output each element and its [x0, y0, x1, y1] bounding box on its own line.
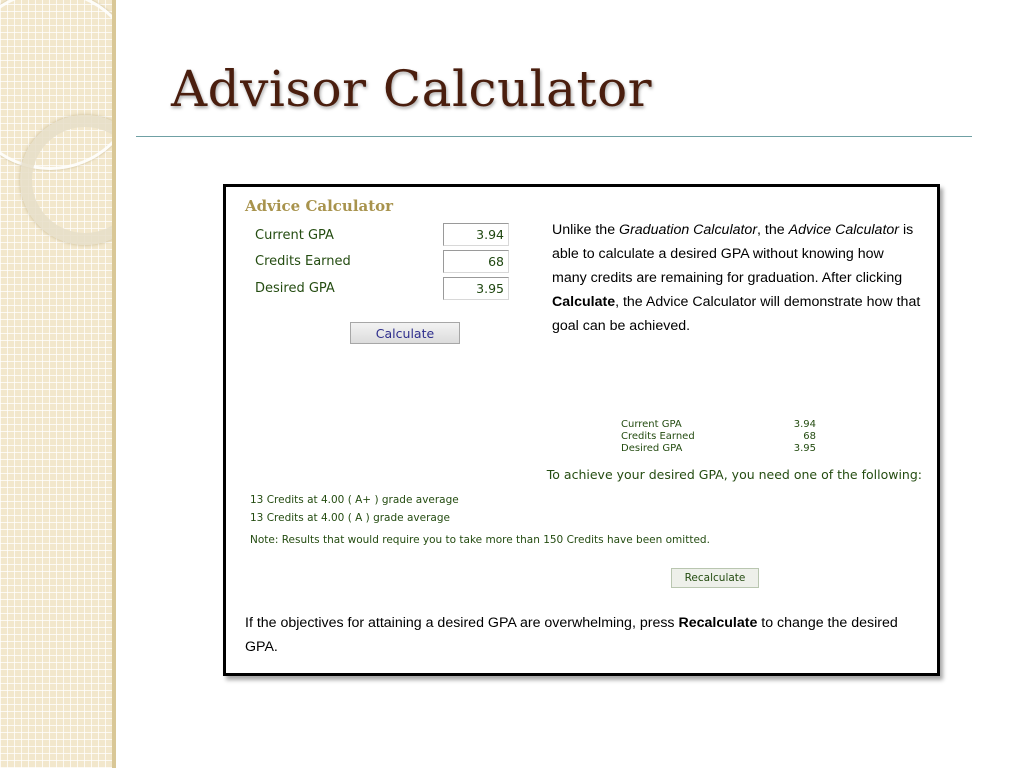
description-segment: Unlike the: [552, 222, 620, 238]
results-note: Note: Results that would require you to take more than 150 Credits have been omitted.: [250, 534, 710, 546]
description-segment: is able to calculate a desired GPA without knowing how many credits are remaining for graduation. After clicking: [552, 222, 914, 286]
summary-label: Credits Earned: [621, 431, 695, 442]
graduation-calculator-term: Graduation Calculator: [619, 222, 758, 238]
credits-earned-input[interactable]: [443, 250, 509, 273]
summary-value: 3.95: [793, 443, 816, 454]
footer-text: [245, 611, 925, 659]
slide-title: Advisor Calculator: [171, 60, 653, 118]
calculator-heading: Advice Calculator: [245, 197, 394, 215]
calculate-term: Calculate: [552, 294, 616, 310]
input-summary: [621, 419, 816, 455]
footer-segment: If the objectives for attaining a desired GPA are overwhelming, press: [245, 615, 679, 631]
side-band-edge: [112, 0, 116, 768]
desired-gpa-input[interactable]: [443, 277, 509, 300]
recalculate-button[interactable]: Recalculate: [671, 568, 759, 588]
result-option: 13 Credits at 4.00 ( A+ ) grade average: [250, 494, 459, 506]
calculate-button[interactable]: Calculate: [350, 322, 460, 344]
credits-earned-label: Credits Earned: [255, 254, 351, 269]
summary-value: 68: [803, 431, 816, 442]
summary-label: Current GPA: [621, 419, 682, 430]
summary-row: [621, 443, 816, 455]
current-gpa-input[interactable]: [443, 223, 509, 246]
description-text: [552, 218, 922, 338]
advice-calculator-screenshot: [223, 184, 940, 676]
current-gpa-label: Current GPA: [255, 228, 334, 243]
advice-calculator-term: Advice Calculator: [788, 222, 900, 238]
result-option: 13 Credits at 4.00 ( A ) grade average: [250, 512, 450, 524]
title-divider: [136, 136, 972, 137]
recalculate-term: Recalculate: [678, 615, 758, 631]
summary-value: 3.94: [793, 419, 816, 430]
summary-row: [621, 431, 816, 443]
decorative-side-band: [0, 0, 112, 768]
achieve-goal-text: To achieve your desired GPA, you need one of the following:: [546, 467, 922, 482]
summary-row: [621, 419, 816, 431]
description-segment: , the Advice Calculator will demonstrate how that goal can be achieved.: [552, 294, 921, 334]
description-segment: , the: [757, 222, 789, 238]
desired-gpa-label: Desired GPA: [255, 281, 335, 296]
summary-label: Desired GPA: [621, 443, 683, 454]
footer-segment: to change the desired GPA.: [245, 615, 898, 655]
